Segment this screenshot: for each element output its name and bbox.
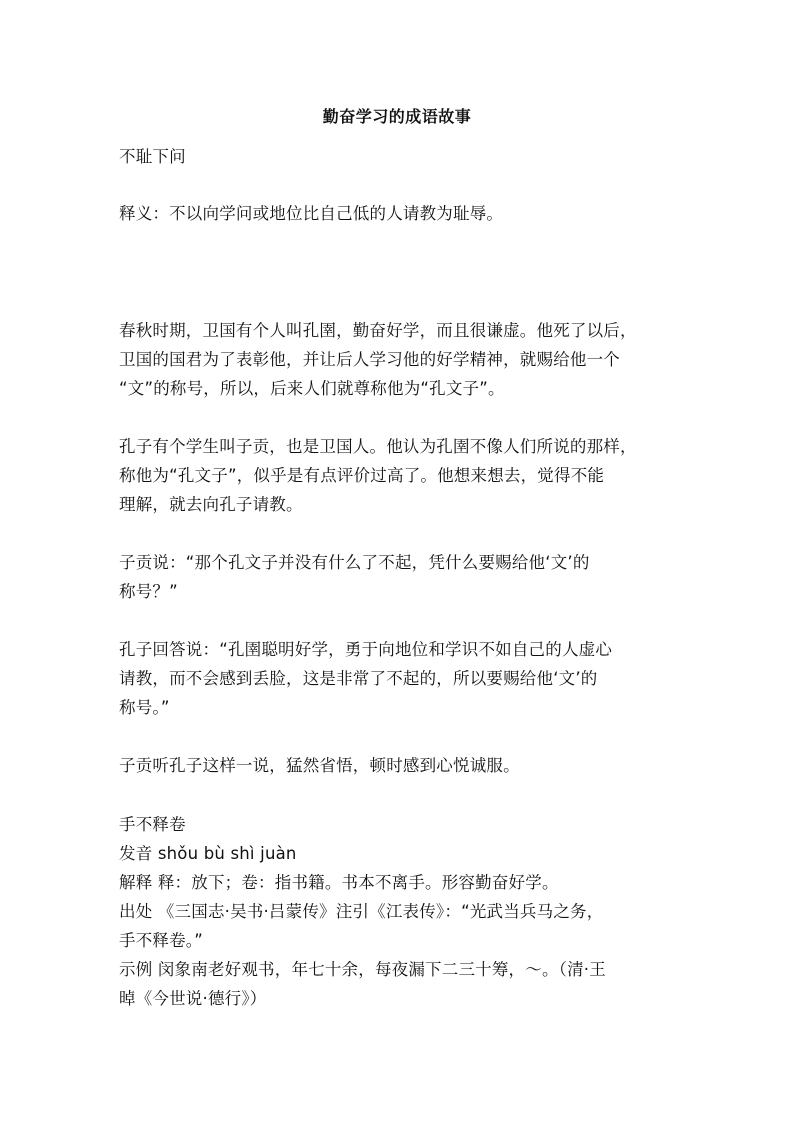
idiom-meaning: 释义：不以向学问或地位比自己低的人请教为耻辱。 <box>119 204 504 223</box>
idiom-example: 晫《今世说·德行》） <box>119 989 267 1008</box>
idiom-source: 出处 《三国志·吴书·吕蒙传》注引《江表传》：“光武当兵马之务， <box>119 902 604 921</box>
story-paragraph-line: 卫国的国君为了表彰他，并让后人学习他的好学精神，就赐给他一个 <box>119 350 620 369</box>
story-paragraph-line: “文”的称号，所以，后来人们就尊称他为“孔文子”。 <box>119 379 505 398</box>
idiom-source: 手不释卷。” <box>119 931 203 950</box>
story-paragraph-line: 理解，就去向孔子请教。 <box>119 495 303 514</box>
story-paragraph-line: 春秋时期，卫国有个人叫孔圉，勤奋好学，而且很谦虚。他死了以后， <box>119 321 637 340</box>
story-paragraph-line: 孔子回答说：“孔圉聪明好学，勇于向地位和学识不如自己的人虚心 <box>119 640 613 659</box>
story-paragraph-line: 孔子有个学生叫子贡，也是卫国人。他认为孔圉不像人们所说的那样， <box>119 437 637 456</box>
idiom-example: 示例 闵象南老好观书，年七十余，每夜漏下二三十筹，～。（清·王 <box>119 960 606 979</box>
idiom-explanation: 解释 释：放下；卷：指书籍。书本不离手。形容勤奋好学。 <box>119 873 559 892</box>
story-paragraph-line: 请教，而不会感到丢脸，这是非常了不起的，所以要赐给他‘文’的 <box>119 669 598 688</box>
idiom-pronunciation: 发音 shǒu bù shì juàn <box>119 844 297 863</box>
idiom-heading-shoubushijuan: 手不释卷 <box>119 815 186 834</box>
story-paragraph-line: 子贡说：“那个孔文子并没有什么了不起，凭什么要赐给他‘文’的 <box>119 553 590 572</box>
story-paragraph-line: 子贡听孔子这样一说，猛然省悟，顿时感到心悦诚服。 <box>119 756 520 775</box>
story-paragraph-line: 称他为“孔文子”，似乎是有点评价过高了。他想来想去，觉得不能 <box>119 466 605 485</box>
document-title: 勤奋学习的成语故事 <box>322 107 472 126</box>
story-paragraph-line: 称号？” <box>119 582 178 601</box>
idiom-heading-buchixiawen: 不耻下问 <box>119 147 186 166</box>
story-paragraph-line: 称号。” <box>119 698 170 717</box>
